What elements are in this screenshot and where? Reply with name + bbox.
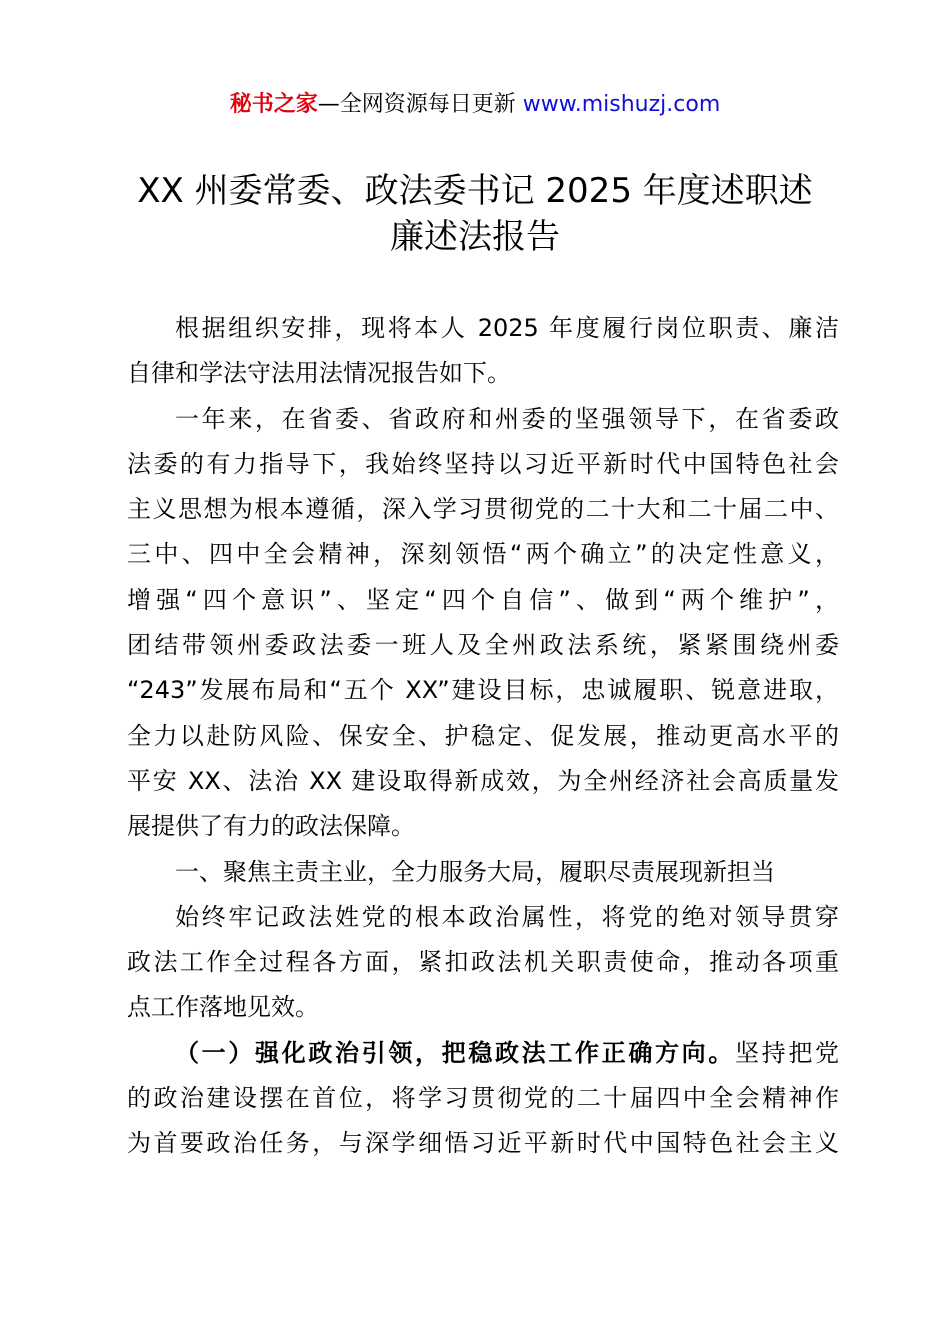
paragraph-line: 主义思想为根本遵循，深入学习贯彻党的二十大和二十届二中、 [127, 495, 839, 524]
title-line: 廉述法报告 [390, 217, 560, 257]
paragraph-line: 增强“四个意识”、坚定“四个自信”、做到“两个维护”， [127, 585, 839, 614]
paragraph-line: 政法工作全过程各方面，紧扣政法机关职责使命，推动各项重 [127, 948, 839, 977]
paragraph-line: “243”发展布局和“五个 XX”建设目标，忠诚履职、锐意进取， [127, 676, 839, 705]
paragraph-line: 平安 XX、法治 XX 建设取得新成效，为全州经济社会高质量发 [127, 766, 839, 795]
subsection-text: 坚持把党 [735, 1038, 839, 1067]
paragraph-line: 自律和学法守法用法情况报告如下。 [127, 359, 511, 388]
paragraph-line: 始终牢记政法姓党的根本政治属性，将党的绝对领导贯穿 [175, 902, 839, 931]
paragraph-line: 展提供了有力的政法保障。 [127, 812, 415, 841]
paragraph-line: 根据组织安排，现将本人 2025 年度履行岗位职责、廉洁 [175, 314, 839, 342]
site-name: 秘书之家 [229, 92, 318, 117]
title-line: XX 州委常委、政法委书记 2025 年度述职述 [137, 171, 813, 211]
paragraph-line: 为首要政治任务，与深学细悟习近平新时代中国特色社会主义 [127, 1129, 839, 1158]
section-heading: 一、聚焦主责主业，全力服务大局，履职尽责展现新担当 [175, 857, 775, 886]
paragraph-line: 法委的有力指导下，我始终坚持以习近平新时代中国特色社会 [127, 449, 839, 478]
paragraph-line: 团结带领州委政法委一班人及全州政法系统，紧紧围绕州委 [127, 631, 839, 660]
paragraph-line: 一年来，在省委、省政府和州委的坚强领导下，在省委政 [175, 404, 839, 433]
subsection-heading: （一）强化政治引领，把稳政法工作正确方向。 [175, 1038, 735, 1067]
site-url-link[interactable]: www.mishuzj.com [522, 92, 721, 117]
paragraph-line: 的政治建设摆在首位，将学习贯彻党的二十届四中全会精神作 [127, 1084, 839, 1113]
paragraph-line: 全力以赴防风险、保安全、护稳定、促发展，推动更高水平的 [127, 721, 839, 750]
document-body [127, 306, 839, 1167]
document-title [80, 168, 870, 260]
paragraph-line: 三中、四中全会精神，深刻领悟“两个确立”的决定性意义， [127, 540, 839, 569]
site-tagline: —全网资源每日更新 [317, 92, 516, 117]
subsection-line [127, 1031, 839, 1076]
paragraph-line: 点工作落地见效。 [127, 993, 319, 1022]
site-header [0, 88, 950, 122]
